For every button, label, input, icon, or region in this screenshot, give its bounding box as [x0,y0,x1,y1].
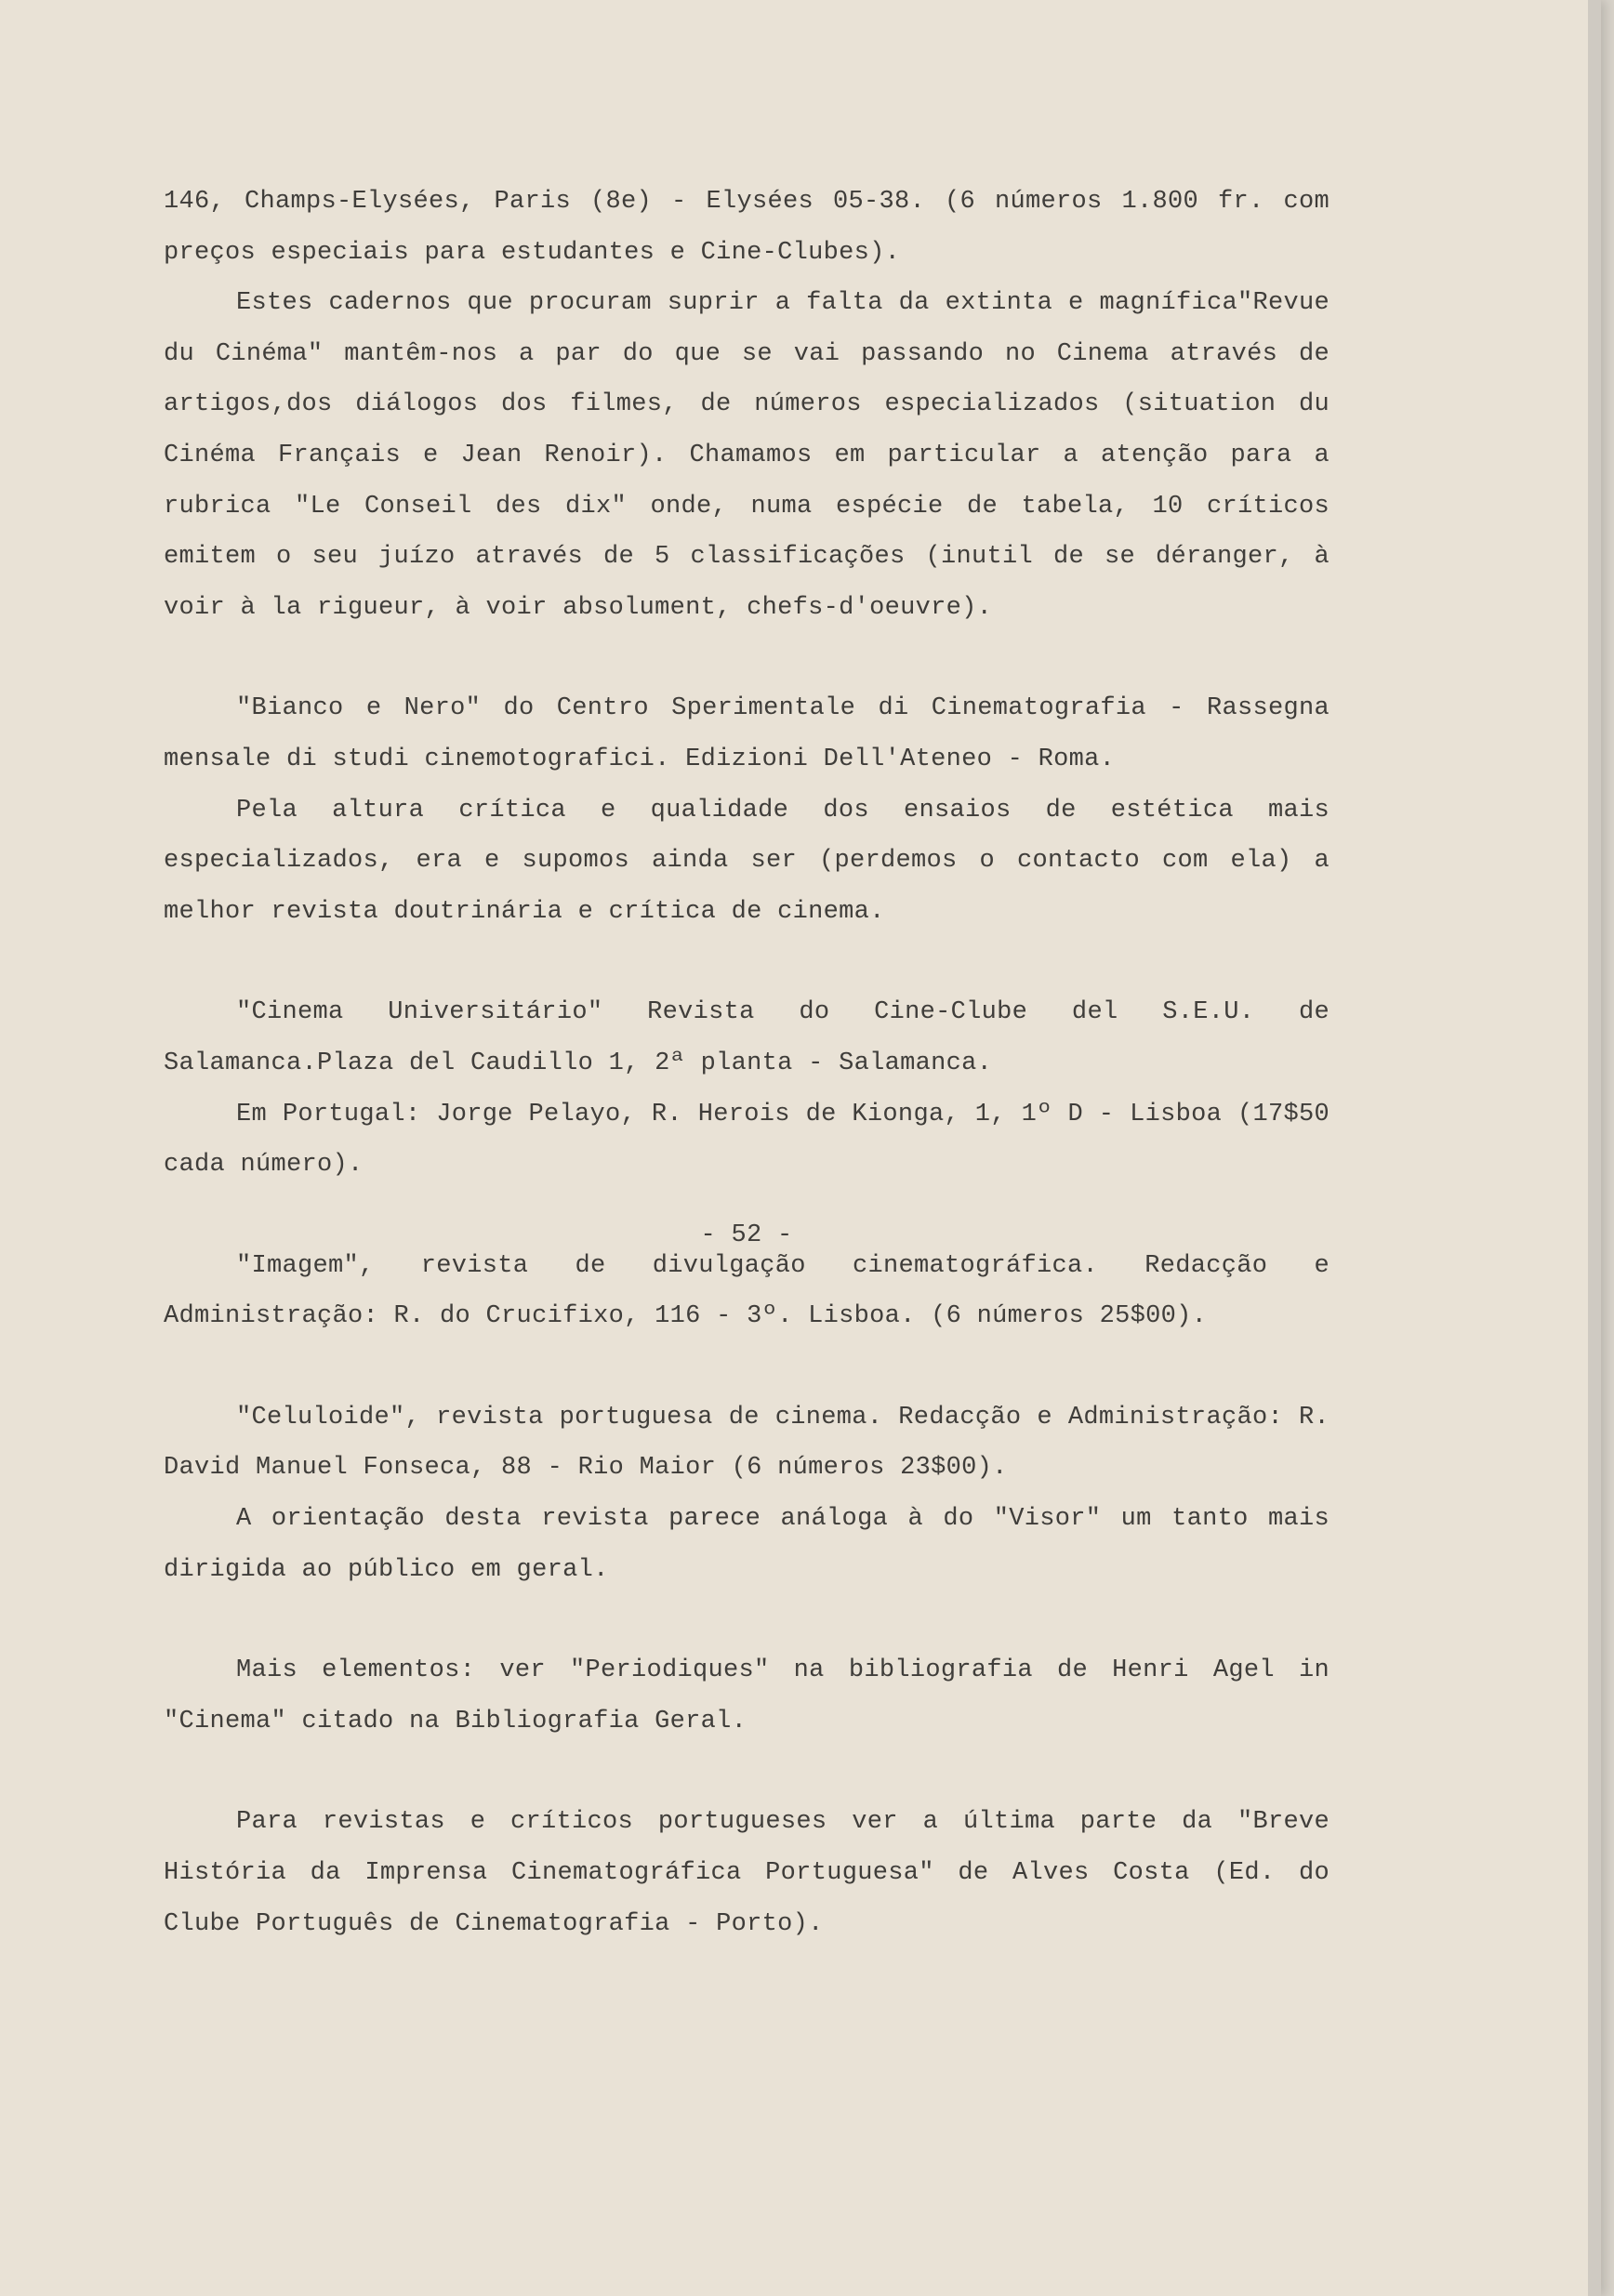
paragraph-cahiers-description: Estes cadernos que procuram suprir a falta da extinta e magnífica"Revue du Cinéma" mantêm-nos a par do que se vai passando no Cinema através de artigos,dos diálogos dos filmes, de números especializados (situation du Cinéma Français e Jean Renoir). Chamamos em particular a atenção para a rubrica "Le Conseil des dix" onde, numa espécie de tabela, 10 críticos emitem o seu juízo através de 5 classificações (inutil de se déranger, à voir à la rigueur, à voir absolument, chefs-d'oeuvre). [164,289,1330,622]
paragraph-cinema-universitario-portugal: Em Portugal: Jorge Pelayo, R. Herois de Kionga, 1, 1º D - Lisboa (17$50 cada número). [164,1100,1330,1180]
paragraph-bianco-e-nero-description: Pela altura crítica e qualidade dos ensaios de estética mais especializados, era e supomos ainda ser (perdemos o contacto com ela) a melhor revista doutrinária e crítica de cinema. [164,796,1330,926]
paragraph-gap [164,1747,1330,1797]
document-body [164,177,1330,1949]
paragraph-celuloide: "Celuloide", revista portuguesa de cinema. Redacção e Administração: R. David Manuel Fonseca, 88 - Rio Maior (6 números 23$00). [164,1403,1330,1483]
paragraph-gap [164,633,1330,683]
paragraph-cinema-universitario: "Cinema Universitário" Revista do Cine-Clube del S.E.U. de Salamanca.Plaza del Caudillo 1, 2ª planta - Salamanca. [164,998,1330,1077]
paragraph-revistas-portugueses: Para revistas e críticos portugueses ver a última parte da "Breve História da Imprensa Cinematográfica Portuguesa" de Alves Costa (Ed. do Clube Português de Cinematografia - Porto). [164,1808,1330,1938]
paragraph-mais-elementos: Mais elementos: ver "Periodiques" na bibliografia de Henri Agel in "Cinema" citado na Bibliografia Geral. [164,1656,1330,1735]
page-number: - 52 - [700,1221,793,1249]
paragraph-imagem: "Imagem", revista de divulgação cinematográfica. Redacção e Administração: R. do Crucifixo, 116 - 3º. Lisboa. (6 números 25$00). [164,1251,1330,1331]
paragraph-champs-elysees: 146, Champs-Elysées, Paris (8e) - Elysées 05-38. (6 números 1.800 fr. com preços especiais para estudantes e Cine-Clubes). [164,188,1330,267]
page-edge [1588,0,1601,2296]
paragraph-bianco-e-nero: "Bianco e Nero" do Centro Sperimentale di Cinematografia - Rassegna mensale di studi cinemotografici. Edizioni Dell'Ateneo - Roma. [164,694,1330,773]
paragraph-gap [164,937,1330,987]
paragraph-gap [164,1595,1330,1645]
paragraph-celuloide-orientation: A orientação desta revista parece análoga à do "Visor" um tanto mais dirigida ao público em geral. [164,1505,1330,1584]
paragraph-gap [164,1342,1330,1392]
